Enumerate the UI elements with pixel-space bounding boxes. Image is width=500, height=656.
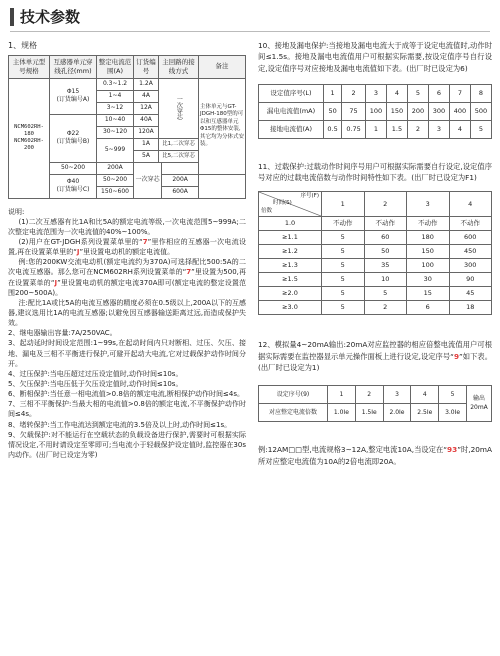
item-11: 11、过载保护:过载动作时间序号用户可根据实际需要自行设定,设定值序号对应的过载电流倍数与动作时间特性如下表。(出厂时已设定为F1) — [258, 161, 492, 183]
item-3: 3、起动延时时间设定范围:1~99s,在起动时间内只对断相、过压、欠压、接地、漏电及三相不平衡进行保护,可避开起动大电流,它对过载保护动作时间分开。 — [8, 339, 246, 368]
overload-corner — [259, 192, 322, 217]
code-cell: 200A — [162, 174, 199, 186]
analog-output-note: 输出20mA — [467, 386, 492, 422]
leakage-label: 接地电流值(A) — [259, 120, 324, 138]
overload-row: ≥3.0 5 2 6 18 — [259, 301, 492, 315]
leakage-cell: 5 — [407, 84, 428, 102]
item-12: 12、模拟量4~20mA输出:20mA对应监控器的相应倍整电流值用户可根据实际需要在监控器显示单元操作面板上进行设定,设定序号“9”如下表。(出厂时已设定为1) — [258, 340, 492, 373]
corner-label: 倍数 — [261, 207, 273, 214]
note-2: (2)用户在GT-JDGH系列设置菜单里的“7”里作相应的互感器一次电流设置,再在设置菜单里的“J”里设置电动机的额定电流值。 — [8, 238, 246, 257]
range-cell: 50~200 — [50, 162, 97, 174]
leakage-cell: 5 — [470, 120, 491, 138]
spec-table — [8, 55, 246, 199]
code-cell: 200A — [97, 162, 134, 174]
aperture-cell — [50, 78, 97, 114]
analog-cell: 1.5Ie — [355, 404, 383, 422]
leakage-cell: 0.75 — [342, 120, 366, 138]
model-name: NCM602RH-180 — [14, 123, 44, 137]
corner-label: 序号(F) — [300, 193, 319, 200]
example-analog: 例:12AM□□型,电流规格3~12A,整定电流10A,当设定在“93”时,20mA所对应整定电流值为10A的2倍电流即20A。 — [258, 445, 492, 467]
aperture-value: Φ22 — [66, 130, 80, 138]
code-cell: 1A — [134, 138, 159, 150]
item-2: 2、继电器输出容量:7A/250VAC。 — [8, 329, 117, 338]
overload-row: ≥1.5 5 10 30 90 — [259, 273, 492, 287]
code-cell: 600A — [162, 186, 199, 198]
range-cell: 3~12 — [97, 102, 134, 114]
code-cell: 40A — [134, 114, 159, 126]
code-cell: 5A — [134, 150, 159, 162]
code-cell: 12A — [134, 102, 159, 114]
aperture-value: Φ15 — [66, 88, 80, 96]
wiring-cell: 比1,二次穿芯 — [159, 138, 199, 150]
leakage-cell: 3 — [365, 84, 386, 102]
leakage-cell: 7 — [449, 84, 470, 102]
aperture-cell — [50, 174, 97, 198]
spec-header: 互感器单元穿线孔径(mm) — [50, 55, 97, 78]
overload-col: 4 — [449, 192, 492, 217]
item-10: 10、接地及漏电保护:当接地及漏电电流大于成等于设定电流值时,动作时间≤1.5s。接地及漏电电流值用户可根据实际需要,按设定值序号自行设定,设定值序号对应接地及漏电电流值如下表。(出厂时已设定为6) — [258, 41, 492, 73]
right-column — [258, 40, 492, 468]
leakage-cell: 150 — [386, 102, 407, 120]
analog-cell: 1.0Ie — [328, 404, 356, 422]
left-column — [8, 40, 246, 460]
order-note: (订货编号B) — [56, 138, 90, 146]
leakage-cell: 1 — [365, 120, 386, 138]
spec-header: 主回路的接线方式 — [159, 55, 199, 78]
range-cell: 10~40 — [97, 114, 134, 126]
code-cell: 1.2A — [134, 78, 159, 90]
note-1: (1)二次互感器有比1A和比5A的额定电流等级,一次电流范围5~999A;二次整定电流范围为一次电流值的40%~100%。 — [8, 217, 246, 236]
leakage-cell: 0.5 — [324, 120, 342, 138]
leakage-cell: 75 — [342, 102, 366, 120]
leakage-cell: 2 — [407, 120, 428, 138]
spec-header: 主体单元型号规格 — [9, 55, 50, 78]
analog-cell: 3 — [383, 386, 411, 404]
overload-col: 2 — [364, 192, 407, 217]
overload-row: ≥2.0 5 5 15 45 — [259, 287, 492, 301]
analog-label: 对应整定电流倍数 — [259, 404, 328, 422]
overload-col: 3 — [407, 192, 450, 217]
overload-col: 1 — [322, 192, 365, 217]
analog-cell: 3.0Ie — [439, 404, 467, 422]
analog-cell: 4 — [411, 386, 439, 404]
spec-header: 整定电流范围(A) — [97, 55, 134, 78]
leakage-table — [258, 84, 492, 139]
overload-row: 1.0 不动作 不动作 不动作 不动作 — [259, 217, 492, 231]
analog-table — [258, 385, 492, 422]
leakage-cell: 8 — [470, 84, 491, 102]
title-bar-marker — [10, 8, 14, 26]
note-title: 说明: — [8, 207, 25, 216]
spec-header: 订货编号 — [134, 55, 159, 78]
leakage-cell: 1.5 — [386, 120, 407, 138]
leakage-cell: 300 — [428, 102, 449, 120]
analog-cell: 1 — [328, 386, 356, 404]
range-cell: 0.3~1.2 — [97, 78, 134, 90]
overload-table — [258, 191, 492, 315]
example-1: 例:您的200KW交流电动机(额定电流约为370A)可选择配比500:5A的二次电流互感器。那么您可在NCM602RH系列设置菜单的“7”里设置为500,再在设置菜单的“J”里设置电动机的额定电流370A即可(额定电流的整定设置范围200~500A)。 — [8, 258, 246, 297]
item-7: 7、三相不平衡保护:当最大相的电流值>0.8倍的额定电流,不平衡保护动作时间≤4s。 — [8, 400, 246, 419]
leakage-cell: 2 — [342, 84, 366, 102]
code-cell: 120A — [134, 126, 159, 138]
leakage-cell: 400 — [449, 102, 470, 120]
code-cell: 4A — [134, 90, 159, 102]
model-name: NCM602RH-200 — [14, 138, 44, 152]
range-cell: 150~600 — [97, 186, 134, 198]
range-cell: 30~120 — [97, 126, 134, 138]
leakage-cell: 6 — [428, 84, 449, 102]
leakage-cell: 500 — [470, 102, 491, 120]
leakage-label: 漏电电流值(mA) — [259, 102, 324, 120]
model-cell — [9, 78, 50, 198]
remark-cell: 主体单元与GT-JDGH-180型的可以和互感器单元Φ15的整体安装,其它均为分体式安装。 — [199, 78, 246, 174]
analog-label: 设定序号(9) — [259, 386, 328, 404]
wiring-cell: 比5,二次穿芯 — [159, 150, 199, 162]
aperture-value: Φ40 — [66, 178, 80, 186]
note-3: 注:配比1A或比5A的电流互感器的精度必须在0.5级以上,200A以下的互感器,建议选用比1A的电流互感器;以避免因互感器输送距离过远,而造成保护失效。 — [8, 298, 246, 328]
wiring-cell: 一次穿芯 — [159, 78, 199, 138]
spec-heading: 1、规格 — [8, 41, 38, 50]
order-note: (订货编号A) — [56, 96, 90, 104]
spec-header: 备注 — [199, 55, 246, 78]
overload-row: ≥1.1 5 60 180 600 — [259, 231, 492, 245]
leakage-cell: 200 — [407, 102, 428, 120]
analog-cell: 5 — [439, 386, 467, 404]
analog-cell: 2 — [355, 386, 383, 404]
item-8: 8、堵转保护:当工作电流达到额定电流的3.5倍及以上时,动作时间≤1s。 — [8, 420, 232, 429]
wiring-cell: 一次穿芯 — [134, 162, 162, 198]
section-header — [0, 6, 500, 28]
analog-cell: 2.5Ie — [411, 404, 439, 422]
leakage-cell: 100 — [365, 102, 386, 120]
order-note: (订货编号C) — [56, 186, 90, 194]
analog-cell: 2.0Ie — [383, 404, 411, 422]
aperture-cell — [50, 114, 97, 162]
leakage-cell: 3 — [428, 120, 449, 138]
leakage-cell: 4 — [449, 120, 470, 138]
corner-label: 时间(S) — [273, 200, 292, 207]
leakage-cell: 50 — [324, 102, 342, 120]
range-cell: 5~999 — [97, 138, 134, 162]
item-5: 5、欠压保护:当电压低于欠压设定值时,动作时间≤10s。 — [8, 379, 183, 388]
page-title: 技术参数 — [20, 8, 81, 26]
overload-row: ≥1.3 5 35 100 300 — [259, 259, 492, 273]
header-rule — [10, 31, 490, 32]
item-6: 6、断相保护:当任意一相电流值>0.8倍的额定电流,断相保护动作时间≤4s。 — [8, 390, 244, 399]
overload-row: ≥1.2 5 50 150 450 — [259, 245, 492, 259]
leakage-label: 设定值序号(L) — [259, 84, 324, 102]
item-9: 9、欠载保护:对不能运行在空载状态的负载设备进行保护,需要时可根据实际情况设定,不用时请设定至零即可;当电流小于轻载保护设定值时,监控器在30s内动作。(出厂时已设定为零) — [8, 430, 246, 459]
range-cell: 50~200 — [97, 174, 134, 186]
item-4: 4、过压保护:当电压超过过压设定值时,动作时间≤10s。 — [8, 369, 183, 378]
leakage-cell: 4 — [386, 84, 407, 102]
range-cell: 1~4 — [97, 90, 134, 102]
remark-cell — [199, 174, 246, 198]
leakage-cell: 1 — [324, 84, 342, 102]
